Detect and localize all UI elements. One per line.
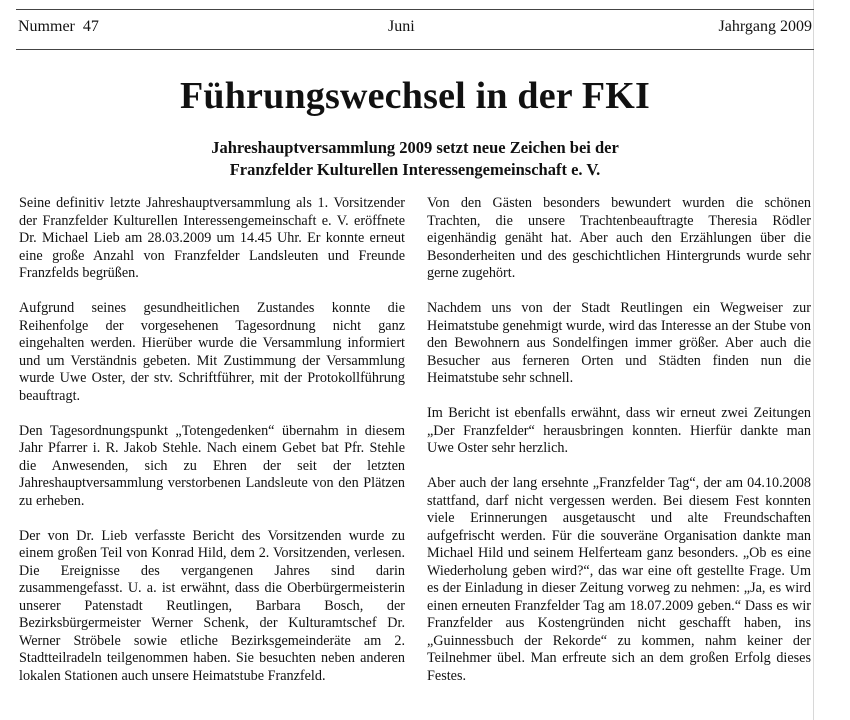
- paragraph: Aufgrund seines gesundheitlichen Zustandes konnte die Reihenfolge der vorgesehenen Tagesordnung nicht ganz eingehalten werden. Hierüber wurde die Versammlung informiert und um Verständnis gebeten. Mit Zustimmung der Versammlung wurde Uwe Oster, der stv. Schriftführer, mit der Protokollführung beauftragt.: [19, 300, 405, 404]
- paragraph: Seine definitiv letzte Jahreshauptversammlung als 1. Vorsitzender der Franzfelder Kulturellen Interessengemeinschaft e. V. eröffnete Dr. Michael Lieb am 28.03.2009 um 14.45 Uhr. Er konnte erneut eine große Anzahl von Franzfelder Landsleuten und Freunde Franzfelds begrüßen.: [19, 195, 405, 281]
- paragraph: Von den Gästen besonders bewundert wurden die schönen Trachten, die unsere Trachtenbeauftragte Theresia Rödler eigenhändig genäht hat. Aber auch den Erzählungen über die Besonderheiten und des geschichtlichen Hintergrunds wurde sehr gerne zugehört.: [427, 195, 811, 281]
- issue-number: Nummer 47: [18, 18, 99, 35]
- masthead: [18, 18, 812, 42]
- article-title: Führungswechsel in der FKI: [179, 75, 651, 117]
- paragraph: Aber auch der lang ersehnte „Franzfelder Tag“, der am 04.10.2008 stattfand, darf nicht vergessen werden. Bei diesem Fest konnten viele Erinnerungen ausgetauscht und alte Freundschaften aufgefrischt werden. Für die souveräne Organisation dankte man Michael Hild und seinem Helferteam ganz besonders. „Ob es eine Wiederholung geben wird?“, das war eine oft gestellte Frage. Um es der Einladung in dieser Zeitung vorweg zu nehmen: „Ja, es wird einen erneuten Franzfelder Tag am 18.07.2009 geben.“ Dass es wir Franzfelder aus Kostengründen nicht geschafft haben, ins „Guinnessbuch der Rekorde“ zu kommen, nahm keiner der Teilnehmer übel. Man erfreute sich an dem großen Erfolg dieses Festes.: [427, 475, 811, 684]
- volume-year: Jahrgang 2009: [718, 18, 812, 35]
- paragraph: Nachdem uns von der Stadt Reutlingen ein Wegweiser zur Heimatstube genehmigt wurde, wird das Interesse an der Stube von den Bewohnern aus Sondelfingen immer größer. Aber auch die Besucher aus ferneren Orten und Städten finden nun die Heimatstube sehr schnell.: [427, 300, 811, 386]
- article-subtitle: [0, 137, 830, 181]
- subtitle-line-1: Jahreshauptversammlung 2009 setzt neue Zeichen bei der: [211, 138, 619, 157]
- paragraph: Im Bericht ist ebenfalls erwähnt, dass wir erneut zwei Zeitungen „Der Franzfelder“ herausbringen konnten. Hierfür dankte man Uwe Oster sehr herzlich.: [427, 405, 811, 456]
- paragraph: Den Tagesordnungspunkt „Totengedenken“ übernahm in diesem Jahr Pfarrer i. R. Jakob Stehle. Nach einem Gebet bat Pfr. Stehle die Anwesenden, sich zu Ehren der seit der letzten Jahreshauptversammlung verstorbenen Landsleute von den Plätzen zu erheben.: [19, 422, 405, 509]
- left-column: [19, 195, 405, 703]
- header-bottom-rule: [16, 49, 814, 50]
- subtitle-line-2: Franzfelder Kulturellen Interessengemeinschaft e. V.: [229, 160, 601, 179]
- issue-month: Juni: [388, 18, 415, 35]
- header-top-rule: [16, 9, 814, 10]
- right-column: [427, 195, 811, 703]
- paragraph: Der von Dr. Lieb verfasste Bericht des Vorsitzenden wurde zu einem großen Teil von Konrad Hild, dem 2. Vorsitzenden, verlesen. Die Ereignisse des vergangenen Jahres sind darin zusammengefasst. U. a. ist erwähnt, dass die Oberbürgermeisterin unserer Patenstadt Reutlingen, Barbara Bosch, der Bezirksbürgermeister Werner Schenk, der Kulturamtschef Dr. Werner Ströbele sowie etliche Bezirksgemeinderäte am 2. Stadtteilradeln teilgenommen haben. Sie besuchten neben anderen lokalen Stationen auch unsere Heimatstube Franzfeld.: [19, 527, 405, 684]
